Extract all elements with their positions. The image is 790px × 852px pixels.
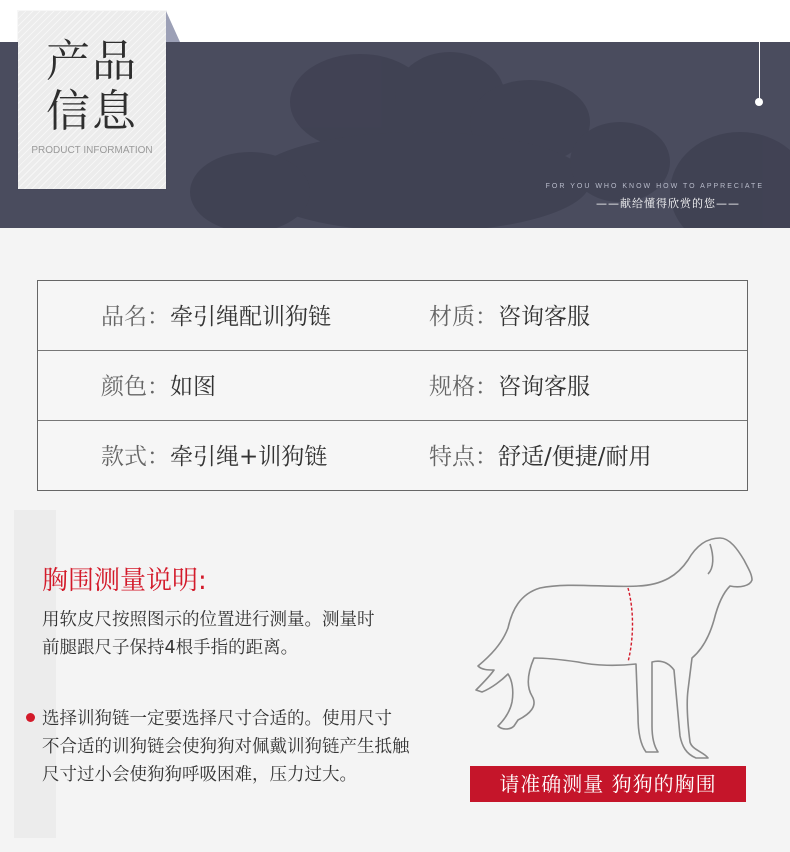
measure-instructions (42, 606, 462, 662)
hanging-line (759, 42, 760, 100)
info-cell (101, 421, 327, 490)
bullet-dot-icon (26, 713, 35, 722)
info-key: 材质： (429, 304, 498, 330)
dog-outline-icon (468, 530, 758, 760)
slogan-cn: ——献给懂得欣赏的您—— (596, 197, 740, 210)
measure-caption-banner: 请准确测量 狗狗的胸围 (470, 766, 746, 802)
info-key: 款式： (101, 444, 170, 470)
size-warning (42, 705, 462, 789)
info-cell (101, 281, 331, 350)
title-card (18, 11, 166, 189)
text-line: 用软皮尺按照图示的位置进行测量。测量时 (42, 610, 375, 630)
info-key: 特点： (429, 444, 498, 470)
table-row (38, 420, 747, 490)
info-value: 舒适/便捷/耐用 (498, 444, 652, 470)
info-key: 颜色： (101, 374, 170, 400)
info-key: 规格： (429, 374, 498, 400)
info-cell (101, 351, 216, 420)
title-line-2: 信息 (46, 86, 138, 137)
title-line-1: 产品 (46, 36, 138, 87)
info-value: 牵引绳配训狗链 (170, 304, 331, 330)
product-info-table (37, 280, 748, 491)
title-subtitle: PRODUCT INFORMATION (31, 145, 153, 156)
table-row (38, 281, 747, 350)
info-key: 品名： (101, 304, 170, 330)
info-cell (429, 351, 590, 420)
info-value: 咨询客服 (498, 374, 590, 400)
text-line: 尺寸过小会使狗狗呼吸困难，压力过大。 (42, 765, 357, 785)
hanging-dot (755, 98, 763, 106)
text-line: 不合适的训狗链会使狗狗对佩戴训狗链产生抵触 (42, 737, 410, 757)
text-line: 前腿跟尺子保持4根手指的距离。 (42, 638, 299, 658)
info-value: 牵引绳+训狗链 (170, 444, 328, 470)
info-value: 如图 (170, 374, 216, 400)
title-card-tab (166, 11, 180, 42)
info-value: 咨询客服 (498, 304, 590, 330)
measure-title: 胸围测量说明: (42, 566, 207, 596)
table-row (38, 350, 747, 420)
page-title (18, 36, 166, 137)
text-line: 选择训狗链一定要选择尺寸合适的。使用尺寸 (42, 709, 392, 729)
info-cell (429, 281, 590, 350)
info-cell (429, 421, 652, 490)
slogan-en: FOR YOU WHO KNOW HOW TO APPRECIATE (545, 183, 764, 190)
